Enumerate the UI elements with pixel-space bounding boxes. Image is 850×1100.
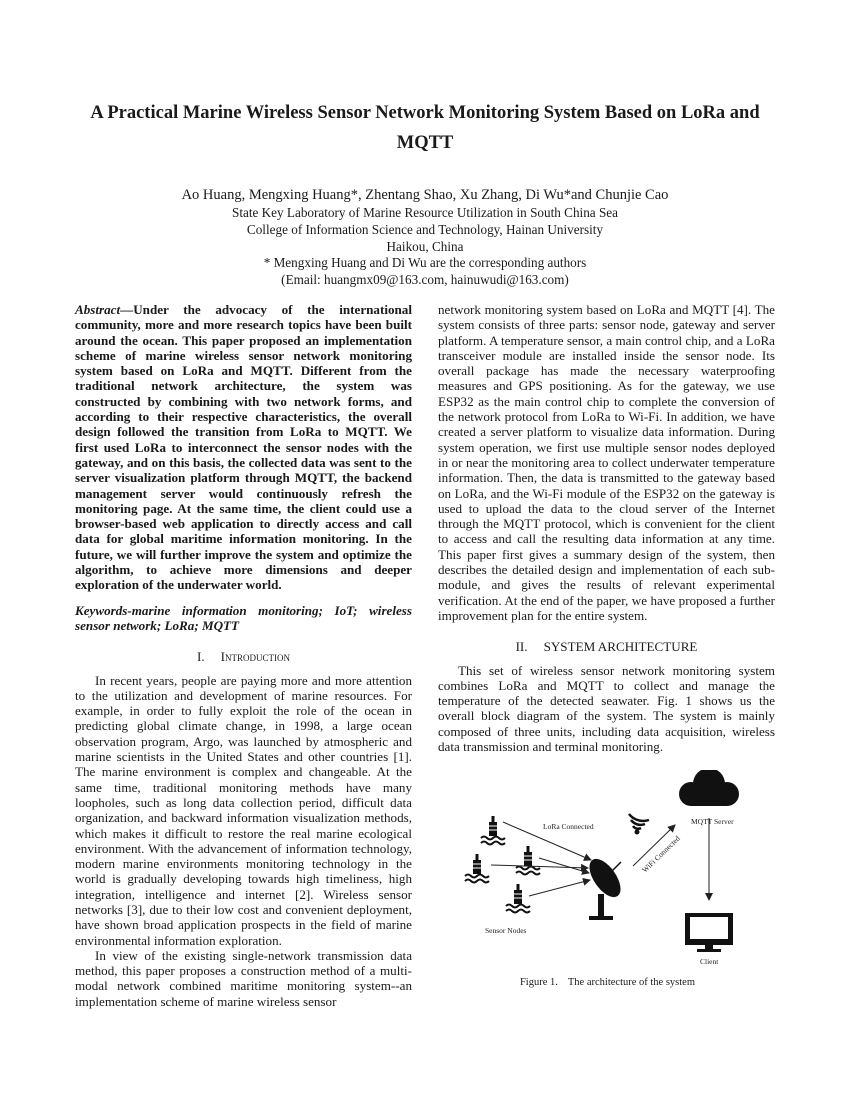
lora-link-arrow	[529, 880, 590, 896]
satellite-dish-icon	[583, 854, 626, 920]
client-label: Client	[700, 957, 719, 966]
abstract-text: Under the advocacy of the international community, more and more research topics have been built around the ocean. This paper proposed an implementation scheme of marine wireless sensor network monitoring system based on LoRa and MQTT. Different from the traditional network architecture, the system was constructed by combining with two network forms, and according to their respective characteristics, the overall design followed the transition from LoRa to MQTT. We first used LoRa to interconnect the sensor nodes with the gateway, and on this basis, the collected data was sent to the server visualization platform through MQTT, the backend management server would continuously refresh the monitoring page. At the same time, the client could use a browser-based web application to directly access and call data for global maritime information monitoring. In the future, we will further improve the system and optimize the algorithm, to achieve more dimensions and deeper exploration of the underwater world.	[75, 302, 412, 593]
section-number: I.	[197, 649, 205, 665]
architecture-figure	[455, 770, 785, 970]
section-heading-introduction	[75, 649, 412, 664]
abstract-label: Abstract—	[75, 302, 134, 317]
paragraph: In recent years, people are paying more and more attention to the utilization and development of marine resources. For example, in order to fully exploit the role of the ocean in predicting global climate change, in 1998, a large ocean observation program, Argo, was launched by atmospheric and marine scientists in the United States and other countries [1]. The marine environment is complex and changeable. At the same time, traditional monitoring methods have many loopholes, such as long data collection period, difficult data organization, and backward information visualization methods, which makes it difficult to restore the real marine ecological environment. With the advancement of information technology, modern marine environments monitoring technology in the world is gradually developing towards high timeliness, high integration, intelligence and internet [2]. Wireless sensor networks [3], due to their low cost and convenient deployment, have shown broad application prospects in the field of marine environmental information exploration.	[75, 672, 412, 948]
author-list: Ao Huang, Mengxing Huang*, Zhentang Shao, Xu Zhang, Di Wu*and Chunjie Cao	[181, 187, 669, 203]
paragraph: network monitoring system based on LoRa and MQTT [4]. The system consists of three parts: sensor node, gateway and server platform. A temperature sensor, a main control chip, and a LoRa transceiver module are installed inside the sensor node. Its overall package has made the necessary waterproofing measures and GPS positioning. As for the gateway, we use ESP32 as the main control chip to complete the conversion of the network protocol from LoRa to Wi-Fi. In addition, we have created a server platform to visualize data information. During system operation, we first use multiple sensor nodes deployed in or near the monitoring area to collect underwater temperature information. Then, the data is transmitted to the gateway based on LoRa, and the Wi-Fi module of the ESP32 on the gateway is used to upload the data to the cloud server of the Internet through the MQTT protocol, which is convenient for the client to access and call the resulting data information at any time. This paper first gives a summary design of the system, then describes the detailed design and implementation of each sub-module, and gives the results of relevant experimental verification. At the end of the paper, we have proposed a further improvement plan for the entire system.	[438, 302, 775, 623]
monitor-icon	[685, 913, 733, 952]
left-column	[75, 302, 412, 1009]
keywords: Keywords-marine information monitoring; IoT; wireless sensor network; LoRa; MQTT	[75, 602, 412, 633]
email-line: (Email: huangmx09@163.com, hainuwudi@163.com)	[281, 272, 569, 288]
section-heading-architecture	[438, 639, 775, 654]
abstract	[75, 302, 412, 593]
lora-label: LoRa Connected	[543, 822, 594, 831]
sensor-node-icon	[516, 846, 540, 875]
lora-link-arrow	[539, 858, 589, 873]
section-number: II.	[515, 639, 528, 655]
wifi-signal-icon	[629, 814, 649, 835]
sensor-node-icon	[481, 816, 505, 845]
paragraph: This set of wireless sensor network monitoring system combines LoRa and MQTT to collect and manage the temperature of the detected seawater. Fig. 1 shows us the overall block diagram of the system. The system is mainly composed of three units, including data acquisition, wireless data transmission and terminal monitoring.	[438, 662, 775, 755]
cloud-icon	[679, 770, 739, 806]
wifi-label: WiFi Connected	[640, 833, 682, 875]
figure-caption-label: Figure 1.	[519, 977, 558, 988]
figure-caption	[440, 977, 775, 988]
corresponding-note: * Mengxing Huang and Di Wu are the corresponding authors	[263, 255, 587, 271]
figure-caption-text: The architecture of the system	[567, 977, 696, 988]
paper-title: A Practical Marine Wireless Sensor Network Monitoring System Based on LoRa and MQTT	[90, 103, 760, 153]
right-column	[438, 302, 775, 754]
sensor-node-icon	[465, 854, 489, 883]
sensor-label: Sensor Nodes	[485, 926, 527, 935]
architecture-diagram	[455, 770, 785, 970]
affiliation-block	[60, 205, 790, 289]
affiliation-line: Haikou, China	[386, 238, 464, 254]
section-title: Introduction	[220, 649, 290, 665]
affiliation-line: State Key Laboratory of Marine Resource Utilization in South China Sea	[231, 205, 618, 220]
paragraph: In view of the existing single-network transmission data method, this paper proposes a construction method of a multi-modal network combined maritime monitoring system--an implementation scheme of marine wireless sensor	[75, 947, 412, 1009]
sensor-node-icon	[506, 884, 530, 913]
section-title: SYSTEM ARCHITECTURE	[543, 639, 698, 655]
mqtt-label: MQTT Server	[691, 817, 734, 826]
affiliation-line: College of Information Science and Technology, Hainan University	[246, 221, 604, 237]
